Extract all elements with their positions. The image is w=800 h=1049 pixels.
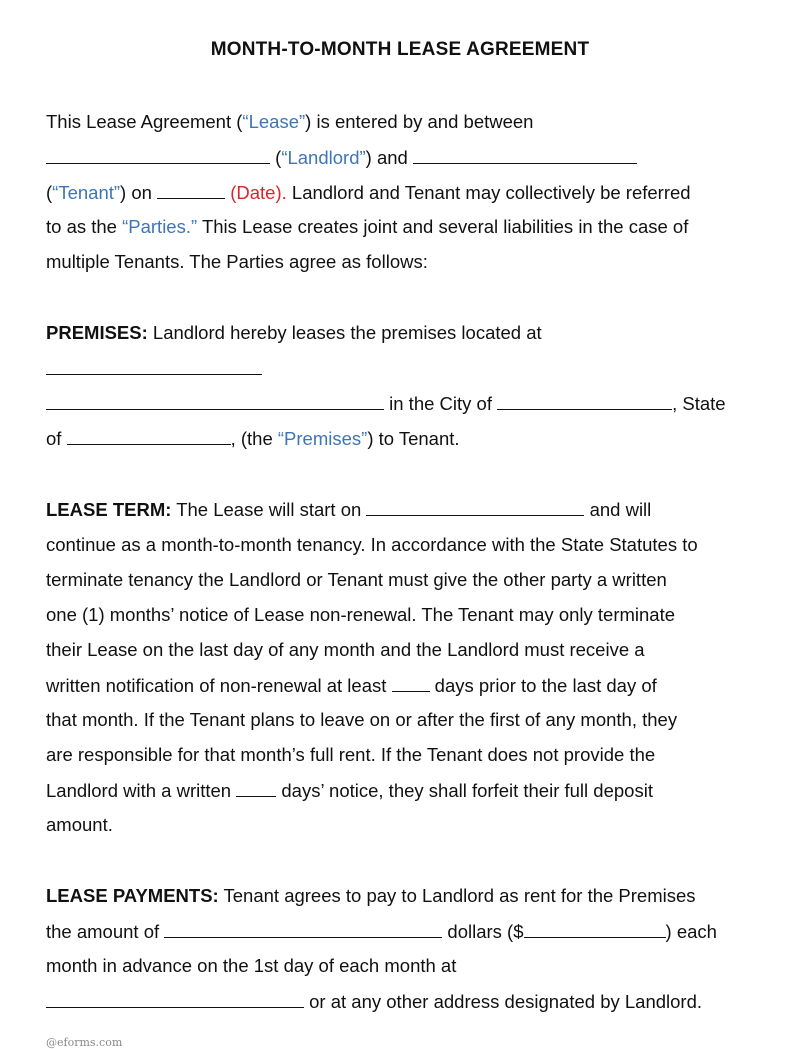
document-title: MONTH-TO-MONTH LEASE AGREEMENT xyxy=(210,39,590,60)
start-date-blank[interactable] xyxy=(366,497,584,516)
intro-line-1: This Lease Agreement (“Lease”) is entered by and between xyxy=(46,111,534,132)
landlord-name-blank[interactable] xyxy=(46,145,270,164)
footer-watermark: @eforms.com xyxy=(46,1036,123,1049)
lease-term-line-3: terminate tenancy the Landlord or Tenant must give the other party a written xyxy=(46,569,667,590)
payments-line-3: month in advance on the 1st day of each month at xyxy=(46,955,457,976)
intro-line-3: (“Tenant”) on (Date). Landlord and Tenant may collectively be referred xyxy=(46,182,691,203)
lease-payments-heading: LEASE PAYMENTS: xyxy=(46,885,219,906)
premises-line-2 xyxy=(46,356,262,381)
premises-line-3: in the City of , State xyxy=(46,391,726,416)
rent-amount-blank[interactable] xyxy=(524,919,666,938)
term-lease: “Lease” xyxy=(242,111,306,132)
payments-line-4: or at any other address designated by Landlord. xyxy=(46,989,702,1014)
lease-term-line-8: are responsible for that month’s full rent. If the Tenant does not provide the xyxy=(46,744,656,765)
intro-line-2: (“Landlord”) and xyxy=(46,145,637,170)
lease-term-line-2: continue as a month-to-month tenancy. In accordance with the State Statutes to xyxy=(46,534,698,555)
lease-term-line-6: written notification of non-renewal at least days prior to the last day of xyxy=(46,675,657,696)
lease-term-line-5: their Lease on the last day of any month and the Landlord must receive a xyxy=(46,639,645,660)
payments-line-1: LEASE PAYMENTS: Tenant agrees to pay to Landlord as rent for the Premises xyxy=(46,885,696,906)
premises-line-1: PREMISES: Landlord hereby leases the premises located at xyxy=(46,322,542,343)
tenant-name-blank[interactable] xyxy=(413,145,637,164)
state-blank[interactable] xyxy=(67,426,231,445)
address-blank-1[interactable] xyxy=(46,356,262,375)
premises-line-4: of , (the “Premises”) to Tenant. xyxy=(46,428,460,449)
lease-term-line-7: that month. If the Tenant plans to leave on or after the first of any month, they xyxy=(46,709,678,730)
lease-term-line-9: Landlord with a written days’ notice, they shall forfeit their full deposit xyxy=(46,780,653,801)
lease-term-line-10: amount. xyxy=(46,814,113,835)
payments-line-2: the amount of dollars ($ ) each xyxy=(46,921,717,942)
city-blank[interactable] xyxy=(497,391,672,410)
rent-words-blank[interactable] xyxy=(164,919,442,938)
date-blank[interactable] xyxy=(157,180,225,199)
intro-line-4: to as the “Parties.” This Lease creates joint and several liabilities in the case of xyxy=(46,216,689,237)
lease-term-heading: LEASE TERM: xyxy=(46,499,172,520)
term-landlord: “Landlord” xyxy=(281,147,366,168)
payment-address-blank[interactable] xyxy=(46,989,304,1008)
address-blank-2[interactable] xyxy=(46,391,384,410)
term-premises: “Premises” xyxy=(277,428,368,449)
lease-term-line-4: one (1) months’ notice of Lease non-renewal. The Tenant may only terminate xyxy=(46,604,676,625)
intro-line-5: multiple Tenants. The Parties agree as follows: xyxy=(46,251,428,272)
date-label: (Date). xyxy=(230,182,287,203)
term-tenant: “Tenant” xyxy=(52,182,121,203)
lease-term-line-1: LEASE TERM: The Lease will start on and will xyxy=(46,499,652,520)
notice-days-blank[interactable] xyxy=(392,673,430,692)
premises-heading: PREMISES: xyxy=(46,322,148,343)
term-parties: “Parties.” xyxy=(122,216,198,237)
written-notice-days-blank[interactable] xyxy=(236,778,276,797)
